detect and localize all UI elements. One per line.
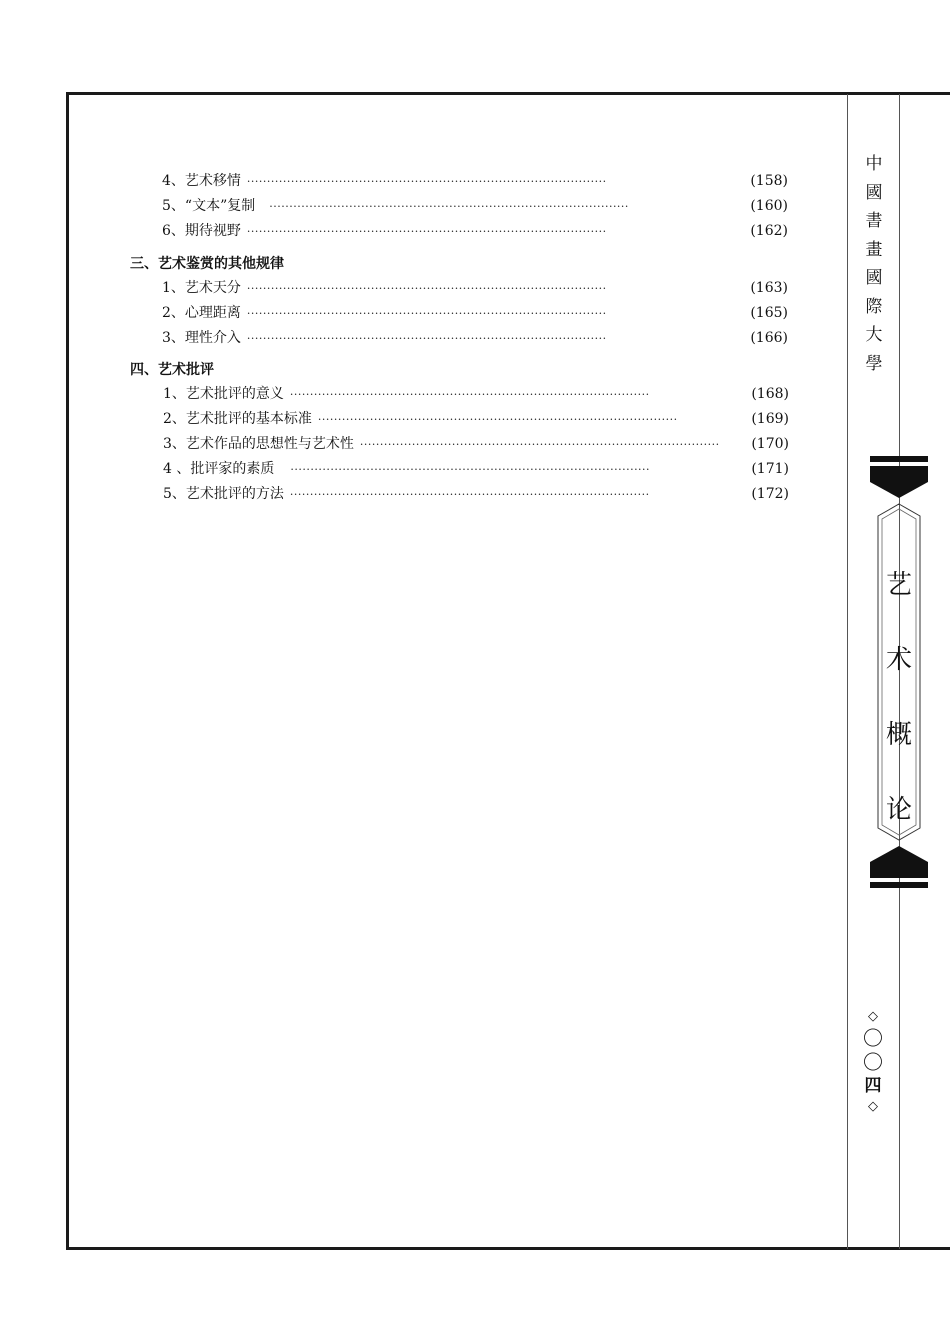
leader-dots: ·························································································· [246,332,607,345]
toc-entry-page: (170) [751,436,789,452]
toc-entry[interactable] [162,172,788,191]
toc-entry[interactable] [162,222,788,241]
leader-dots: ·························································································· [269,200,629,213]
toc-entry-page: (165) [750,305,788,321]
toc-entry-label: 4、艺术移情 [162,173,241,189]
leader-dots: ·························································································· [289,388,650,401]
school-name-char: 學 [865,353,883,374]
toc-entry-label: 3、艺术作品的思想性与艺术性 [163,436,354,452]
book-title-vertical [868,548,930,848]
toc-entry[interactable] [163,485,789,504]
school-name-char: 畫 [865,239,883,260]
section-heading[interactable]: 四、艺术批评 [130,362,214,378]
toc-entry[interactable] [163,460,789,479]
toc-entry-page: (171) [751,461,789,477]
toc-entry-page: (168) [751,386,789,402]
toc-entry[interactable] [163,385,789,404]
leader-dots: ·························································································· [289,488,650,501]
leader-dots: ·························································································· [290,463,651,476]
leader-dots: ·························································································· [246,175,607,188]
book-title-char: 术 [885,645,912,675]
school-name-char: 書 [865,211,883,231]
toc-entry-page: (172) [751,486,789,502]
diamond-icon: ◇ [868,1009,878,1024]
diamond-icon: ◇ [868,1099,878,1114]
school-name-char: 大 [865,325,883,345]
toc-entry-label: 1、艺术批评的意义 [163,386,284,402]
toc-entry-label: 4 、批评家的素质 [163,461,275,477]
toc-entry-label: 5、“文本”复制 [162,198,256,214]
school-name-char: 中 [865,154,883,174]
toc-entry-page: (160) [750,198,788,214]
leader-dots: ·························································································· [246,307,607,320]
toc-entry-page: (158) [750,173,788,189]
book-title-char: 论 [885,795,912,825]
table-of-contents [0,0,850,600]
toc-entry[interactable] [162,329,788,348]
page-number [862,1008,884,1116]
book-title-char: 概 [885,720,912,750]
school-name-char: 國 [865,182,883,203]
school-name-char: 國 [865,268,883,288]
toc-entry-label: 6、期待视野 [162,223,241,239]
toc-entry-label: 2、艺术批评的基本标准 [163,411,312,427]
book-title-char: 艺 [885,570,912,600]
leader-dots: ·························································································· [246,225,607,238]
toc-entry-label: 2、心理距离 [162,305,241,321]
toc-entry-label: 5、艺术批评的方法 [163,486,284,502]
toc-entry[interactable] [163,435,789,454]
toc-entry-page: (169) [751,411,789,427]
toc-entry-page: (162) [750,223,788,239]
leader-dots: ·························································································· [246,282,607,295]
toc-entry[interactable] [163,410,789,429]
school-name-vertical [864,150,884,378]
page-number-digit: 〇 [863,1050,883,1074]
page-number-digit: 〇 [863,1026,883,1050]
toc-entry-page: (163) [750,280,788,296]
toc-entry-label: 1、艺术天分 [162,280,241,296]
school-name-char: 際 [865,296,883,317]
toc-entry-label: 3、理性介入 [162,330,241,346]
page-number-digit: 四 [864,1076,882,1096]
leader-dots: ·························································································· [317,413,678,426]
toc-entry[interactable] [162,197,788,216]
leader-dots: ·························································································· [359,438,720,451]
book-title-plaque [868,456,930,888]
toc-entry-page: (166) [750,330,788,346]
section-heading[interactable]: 三、艺术鉴赏的其他规律 [130,256,284,272]
toc-entry[interactable] [162,279,788,298]
toc-entry[interactable] [162,304,788,323]
